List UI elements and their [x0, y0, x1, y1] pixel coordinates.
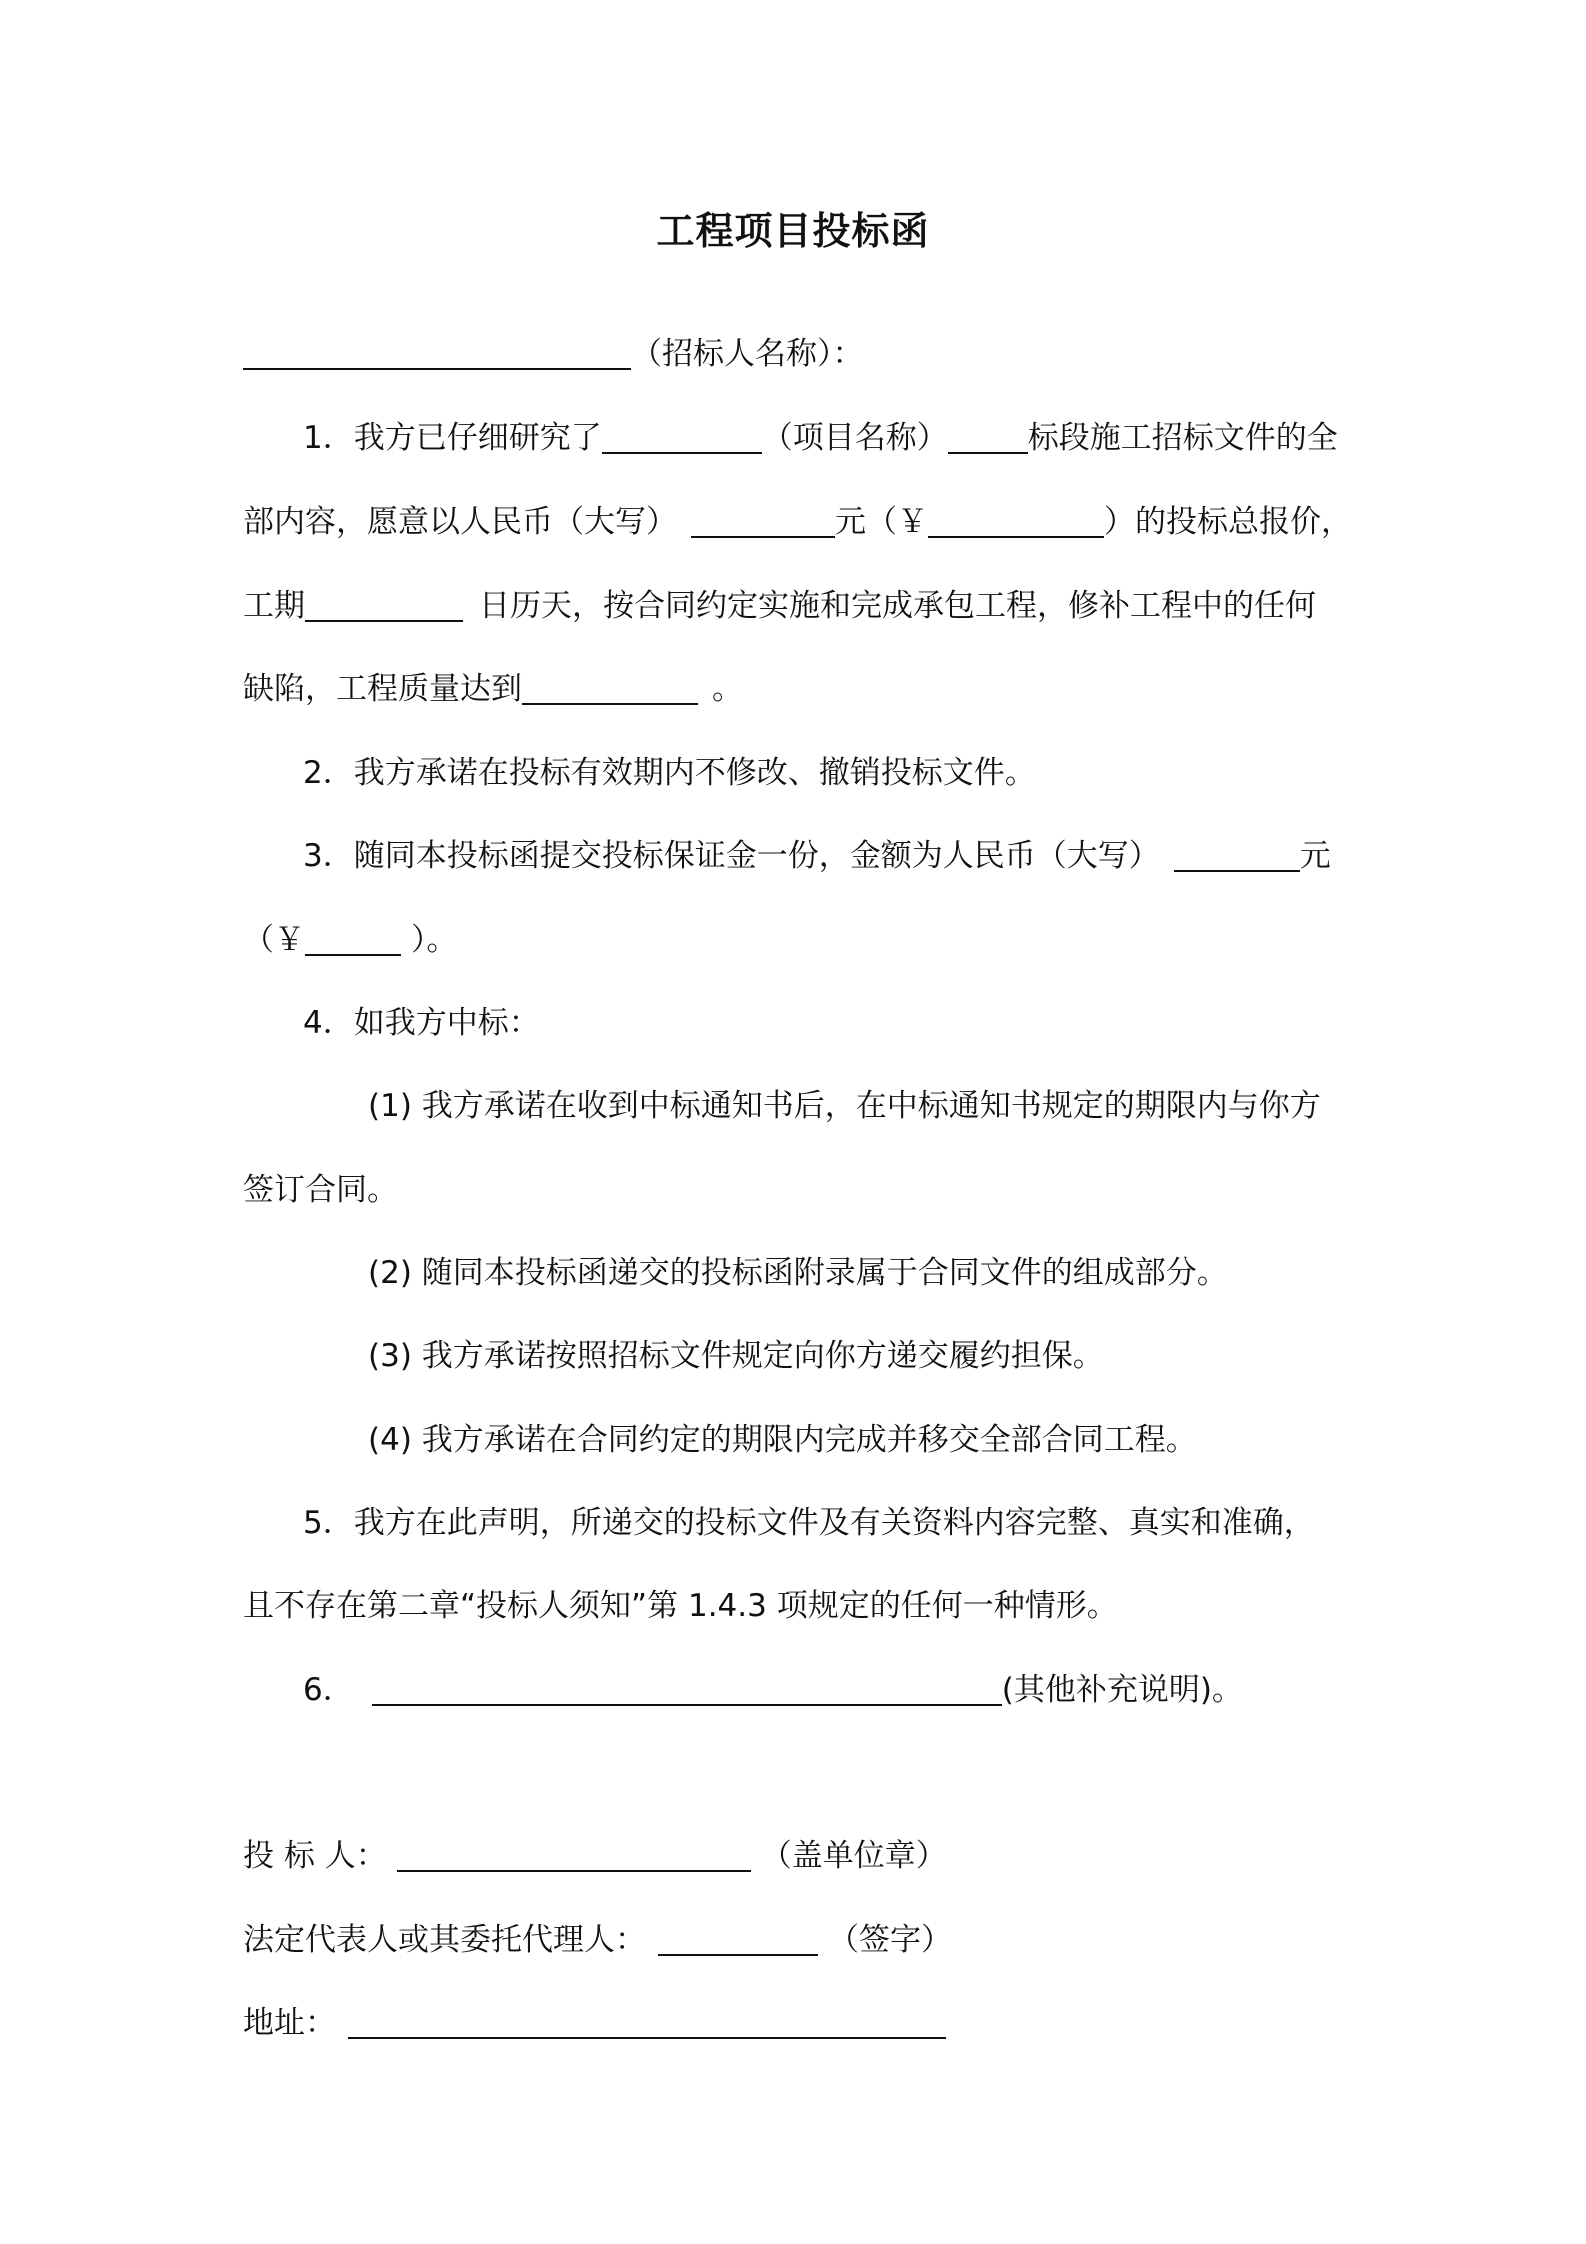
item4-sub4: (4) 我方承诺在合同约定的期限内完成并移交全部合同工程。: [368, 1422, 1197, 1458]
additional-notes-field[interactable]: [372, 1668, 1002, 1706]
item6-suffix: (其他补充说明)。: [1001, 1672, 1243, 1708]
bidder-suffix: （盖单位章）: [760, 1838, 947, 1874]
item6-line: [303, 1668, 1243, 1712]
item3-line2: [243, 918, 458, 962]
bidder-seal-field[interactable]: [397, 1834, 751, 1872]
deposit-amount-figures-field[interactable]: [305, 918, 401, 956]
item1-line2: [243, 500, 1352, 544]
item6-prefix: 6．: [303, 1672, 354, 1708]
item3-text: 3．随同本投标函提交投标保证金一份，金额为人民币（大写）: [303, 838, 1160, 874]
representative-signature-field[interactable]: [658, 1918, 818, 1956]
item3-text: （￥: [243, 922, 305, 958]
item4-sub1-line1: (1) 我方承诺在收到中标通知书后，在中标通知书规定的期限内与你方: [368, 1088, 1321, 1124]
duration-days-field[interactable]: [305, 584, 463, 622]
item3-text: 元: [1299, 838, 1331, 874]
addressee-line: [243, 332, 864, 376]
item1-line4: [243, 667, 743, 711]
recipient-name-field[interactable]: [243, 332, 631, 370]
item1-line1: [303, 416, 1338, 460]
address-line: [243, 2001, 946, 2045]
item1-text: ）的投标总报价，: [1104, 504, 1352, 540]
quality-standard-field[interactable]: [522, 667, 698, 705]
item1-text: 元（￥: [835, 504, 928, 540]
representative-line: [243, 1918, 952, 1962]
item5-line2: 且不存在第二章“投标人须知”第 1.4.3 项规定的任何一种情形。: [243, 1588, 1118, 1624]
document-title: 工程项目投标函: [656, 209, 930, 253]
item1-text: （项目名称）: [761, 420, 948, 456]
representative-label: 法定代表人或其委托代理人：: [243, 1922, 646, 1958]
bid-amount-figures-field[interactable]: [928, 500, 1104, 538]
representative-suffix: （签字）: [828, 1922, 952, 1958]
item1-text: 日历天，按合同约定实施和完成承包工程，修补工程中的任何: [479, 588, 1316, 624]
item5-line1: 5．我方在此声明，所递交的投标文件及有关资料内容完整、真实和准确，: [303, 1505, 1315, 1541]
item3-text: ）。: [411, 922, 458, 958]
addressee-suffix: （招标人名称）：: [631, 336, 864, 372]
item3-line1: [303, 834, 1331, 878]
item4-heading: 4．如我方中标：: [303, 1005, 540, 1041]
item4-sub3: (3) 我方承诺按照招标文件规定向你方递交履约担保。: [368, 1338, 1104, 1374]
project-name-field[interactable]: [602, 416, 762, 454]
address-field[interactable]: [348, 2001, 946, 2039]
item1-text: 部内容，愿意以人民币（大写）: [243, 504, 677, 540]
item1-text: 标段施工招标文件的全: [1027, 420, 1338, 456]
item1-text: 。: [712, 671, 743, 707]
item1-text: 缺陷，工程质量达到: [243, 671, 522, 707]
deposit-amount-words-field[interactable]: [1174, 834, 1300, 872]
item4-sub1-line2: 签订合同。: [243, 1172, 398, 1208]
section-field[interactable]: [948, 416, 1028, 454]
item2-line: 2．我方承诺在投标有效期内不修改、撤销投标文件。: [303, 755, 1036, 791]
item1-text: 1．我方已仔细研究了: [303, 420, 602, 456]
bidder-line: [243, 1834, 947, 1878]
bid-amount-words-field[interactable]: [691, 500, 835, 538]
bidder-label: 投 标 人：: [243, 1838, 387, 1874]
item1-text: 工期: [243, 588, 305, 624]
item4-sub2: (2) 随同本投标函递交的投标函附录属于合同文件的组成部分。: [368, 1255, 1228, 1291]
item1-line3: [243, 584, 1316, 628]
address-label: 地址：: [243, 2005, 336, 2041]
